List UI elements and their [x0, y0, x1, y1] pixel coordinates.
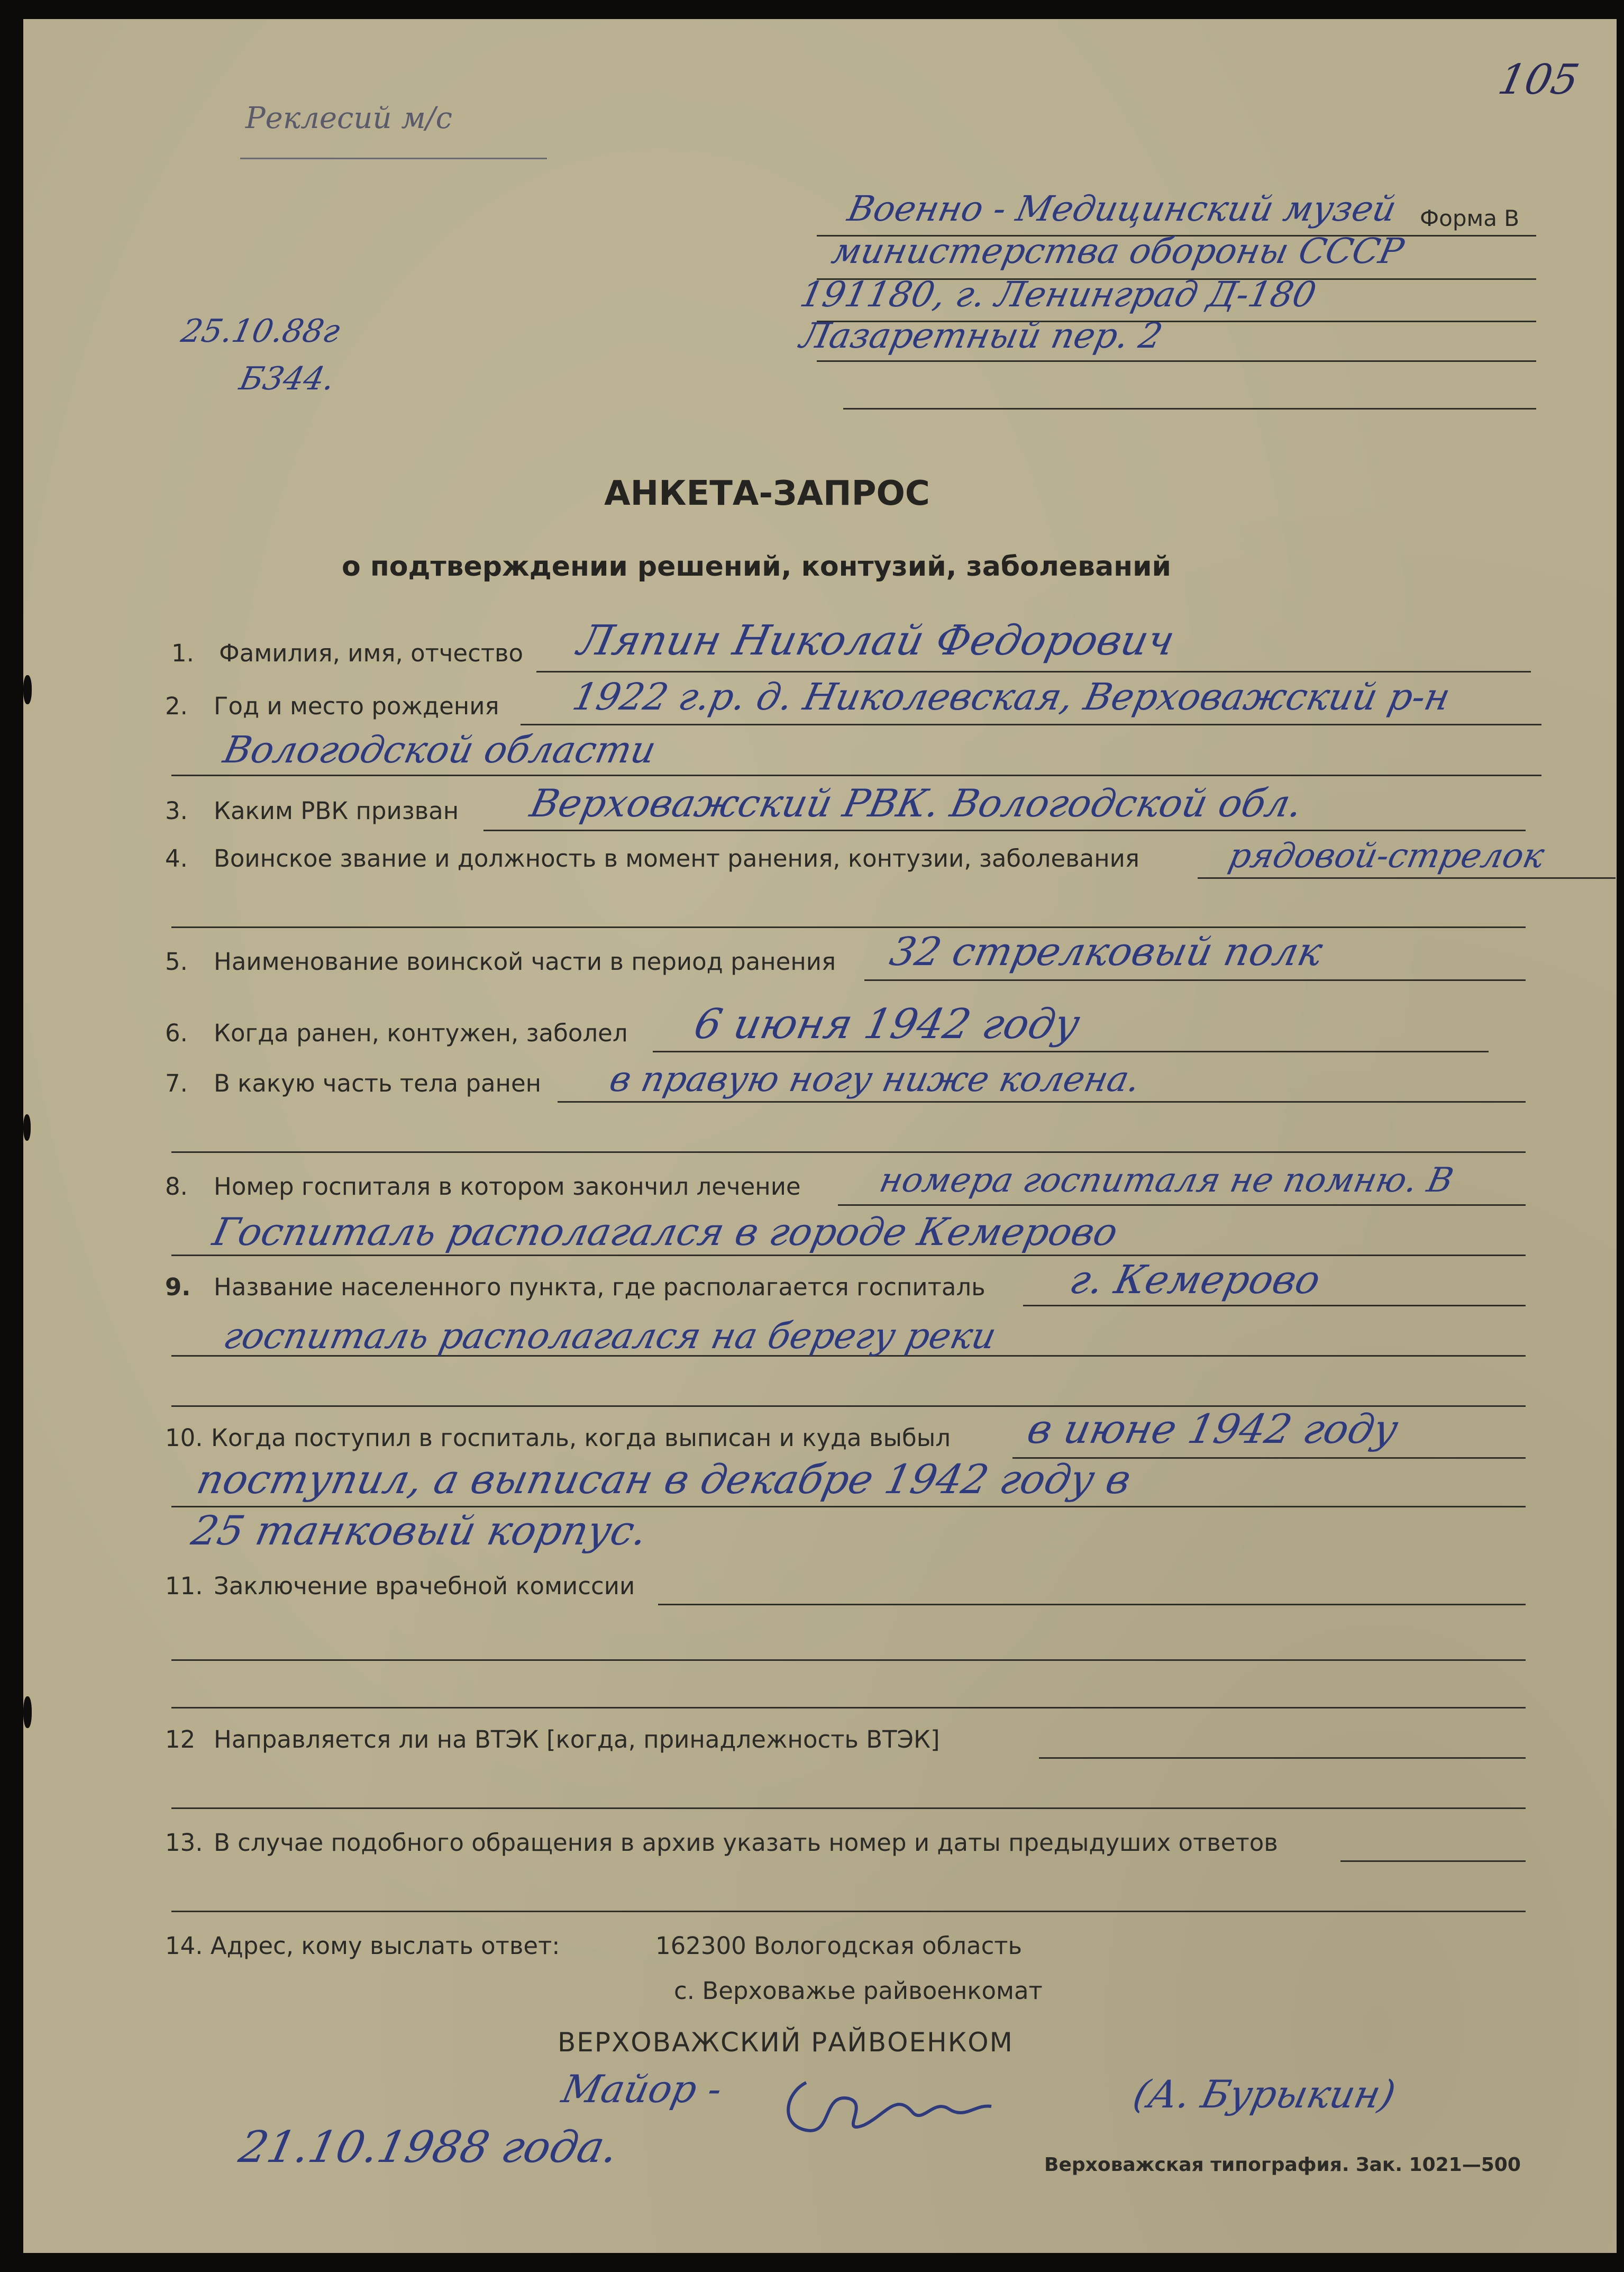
field-continuation: Вологодской области	[220, 728, 660, 771]
field-rule	[171, 1151, 1526, 1153]
field-rule	[521, 724, 1541, 725]
recipient-address-line: 191180, г. Ленинград Д-180	[796, 274, 1320, 315]
field-rule	[171, 1911, 1526, 1912]
field-rule	[1039, 1757, 1526, 1759]
recipient-address-line: Лазаретный пер. 2	[796, 315, 1166, 356]
field-label: Когда ранен, контужен, заболел	[214, 1019, 628, 1047]
signature-scribble	[774, 2061, 997, 2146]
address-rule	[817, 360, 1536, 362]
field-rule	[1023, 1305, 1526, 1306]
document-page	[23, 19, 1617, 2253]
field-label: Название населенного пункта, где располагается госпиталь	[214, 1273, 986, 1301]
field-value: в июне 1942 году	[1023, 1405, 1402, 1452]
field-rule	[483, 830, 1526, 831]
field-label: В случае подобного обращения в архив указать номер и даты предыдуших ответов	[214, 1829, 1278, 1857]
field-continuation: Госпиталь располагался в городе Кемерово	[209, 1210, 1122, 1254]
completion-date: 21.10.1988 года.	[234, 2122, 623, 2173]
stamp-text: ВЕРХОВАЖСКИЙ РАЙВОЕНКОМ	[558, 2027, 1014, 2058]
field-rule	[558, 1101, 1526, 1103]
binder-hole	[23, 1696, 32, 1728]
field-rule	[171, 1659, 1526, 1661]
field-value: в правую ногу ниже колена.	[606, 1059, 1144, 1099]
recipient-address-line: министерства обороны СССР	[828, 231, 1408, 271]
field-label: Заключение врачебной комиссии	[214, 1572, 635, 1600]
archive-page-number: 105	[1494, 56, 1583, 104]
field-label: Номер госпиталя в котором закончил лечение	[214, 1173, 801, 1201]
pencil-note-underline	[240, 158, 547, 159]
form-title: АНКЕТА-ЗАПРОС	[604, 474, 930, 513]
field-number: 5.	[165, 948, 188, 976]
signatory-rank: Майор -	[558, 2067, 726, 2111]
field-number: 7.	[165, 1069, 188, 1097]
field-rule	[171, 1807, 1526, 1809]
field-label: Воинское звание и должность в момент ранения, контузии, заболевания	[214, 844, 1139, 873]
field-rule	[536, 671, 1531, 672]
field-number: 13.	[165, 1829, 203, 1857]
field-value: Верховажский РВК. Вологодской обл.	[526, 781, 1307, 825]
binder-hole	[23, 1114, 31, 1141]
address-rule	[843, 408, 1536, 410]
form-label: Форма В	[1420, 205, 1520, 231]
field-label: В какую часть тела ранен	[214, 1069, 542, 1097]
field-number: 2.	[165, 692, 188, 720]
request-date: 25.10.88г	[178, 313, 343, 350]
field-rule	[1340, 1860, 1526, 1862]
field-rule	[171, 1255, 1526, 1256]
printer-note: Верховажская типография. Зак. 1021—500	[1044, 2154, 1521, 2176]
field-label: Наименование воинской части в период ранения	[214, 948, 836, 976]
field-number: 3.	[165, 797, 188, 825]
field-value: 1922 г.р. д. Николевская, Верховажский р-н	[569, 675, 1454, 719]
field-rule	[171, 1707, 1526, 1708]
form-subtitle: о подтверждении решений, контузий, заболеваний	[342, 551, 1171, 583]
field-continuation: поступил, а выписан в декабре 1942 году в	[193, 1456, 1135, 1503]
field-rule	[171, 926, 1526, 928]
field-continuation: 25 танковый корпус.	[187, 1507, 652, 1554]
field-label: Год и место рождения	[214, 692, 499, 720]
reply-address-line1: 162300 Вологодская область	[655, 1932, 1023, 1960]
field-value: рядовой-стрелок	[1225, 837, 1548, 876]
field-rule	[658, 1604, 1526, 1605]
field-label: Фамилия, имя, отчество	[219, 639, 524, 667]
field-number: 8.	[165, 1173, 188, 1201]
reply-address-line2: с. Верховажье райвоенкомат	[674, 1977, 1043, 2005]
pencil-note: Реклесий м/с	[245, 101, 453, 135]
binder-hole	[23, 675, 32, 704]
field-rule	[1198, 877, 1616, 879]
field-number: 1.	[171, 639, 194, 667]
field-value: номера госпиталя не помню. В	[876, 1161, 1457, 1200]
signatory-name: (А. Бурыкин)	[1129, 2072, 1400, 2116]
field-number: 4.	[165, 844, 188, 873]
field-number: 11.	[165, 1572, 203, 1600]
field-number: 9.	[165, 1273, 191, 1301]
field-label: Когда поступил в госпиталь, когда выписан и куда выбыл	[211, 1424, 951, 1452]
field-value: 6 июня 1942 году	[690, 1001, 1084, 1048]
request-number: Б344.	[236, 360, 339, 397]
field-number: 10.	[165, 1424, 203, 1452]
field-rule	[838, 1204, 1526, 1206]
field-rule	[864, 979, 1526, 981]
recipient-address-line: Военно - Медицинский музей	[844, 188, 1400, 229]
field-rule	[653, 1051, 1489, 1052]
field-value: г. Кемерово	[1065, 1257, 1325, 1303]
field-label: Направляется ли на ВТЭК [когда, принадлежность ВТЭК]	[214, 1725, 940, 1753]
field-value: 32 стрелковый полк	[886, 929, 1327, 975]
field-rule	[171, 775, 1541, 776]
field-continuation: госпиталь располагался на берегу реки	[220, 1315, 1000, 1357]
field-label: Каким РВК призван	[214, 797, 459, 825]
field-value: Ляпин Николай Федорович	[573, 617, 1179, 665]
field-number: 12	[165, 1725, 196, 1753]
field-number: 6.	[165, 1019, 188, 1047]
reply-address-label: 14. Адрес, кому выслать ответ:	[165, 1932, 560, 1960]
